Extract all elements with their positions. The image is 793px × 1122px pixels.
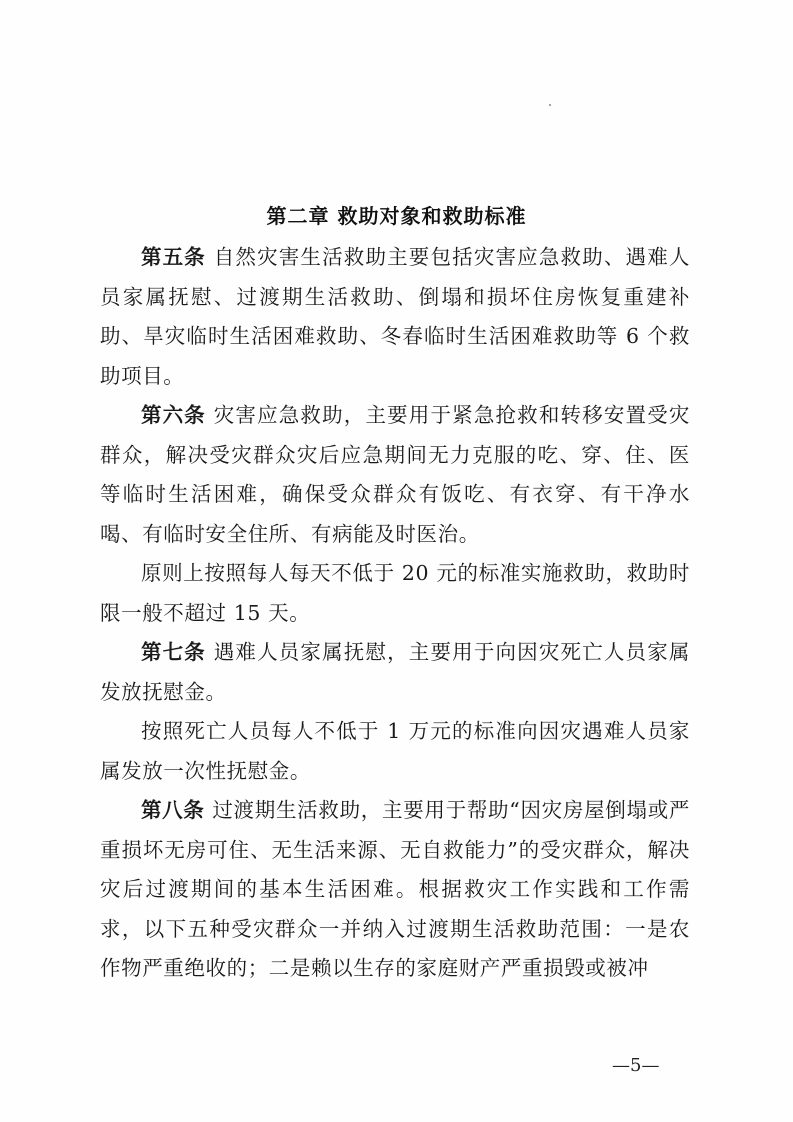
paragraph-text: 按照死亡人员每人不低于 1 万元的标准向因灾遇难人员家属发放一次性抚慰金。 [100, 719, 690, 783]
article-number: 第七条 [141, 640, 206, 664]
paragraph-article-6 [100, 396, 690, 554]
paragraph-standard-7 [100, 712, 690, 791]
article-number: 第八条 [141, 798, 205, 822]
paragraph-text: 灾害应急救助，主要用于紧急抢救和转移安置受灾群众，解决受灾群众灾后应急期间无力克服的吃、穿、住、医等临时生活困难，确保受众群众有饭吃、有衣穿、有干净水喝、有临时安全住所、有病能及时医治。 [100, 403, 691, 546]
document-body [100, 238, 690, 989]
article-number: 第六条 [141, 403, 206, 427]
article-number: 第五条 [141, 245, 206, 269]
paragraph-text: 自然灾害生活救助主要包括灾害应急救助、遇难人员家属抚慰、过渡期生活救助、倒塌和损坏住房恢复重建补助、旱灾临时生活困难救助、冬春临时生活困难救助等 6 个救助项目。 [100, 245, 691, 388]
paragraph-text: 遇难人员家属抚慰，主要用于向因灾死亡人员家属发放抚慰金。 [100, 640, 691, 704]
paragraph-article-5 [100, 238, 690, 396]
chapter-title: 第二章 救助对象和救助标准 [266, 204, 527, 228]
paragraph-article-7 [100, 633, 690, 712]
page-number: —5— [612, 1055, 660, 1076]
paragraph-article-8 [100, 791, 690, 989]
paragraph-text: 过渡期生活救助，主要用于帮助“因灾房屋倒塌或严重损坏无房可住、无生活来源、无自救能力”的受灾群众，解决灾后过渡期间的基本生活困难。根据救灾工作实践和工作需求，以下五种受灾群众一并纳入过渡期生活救助范围：一是农作物严重绝收的；二是赖以生存的家庭财产严重损毁或被冲 [100, 798, 690, 980]
paragraph-standard-6 [100, 554, 690, 633]
scan-speck [549, 104, 551, 106]
paragraph-text: 原则上按照每人每天不低于 20 元的标准实施救助，救助时限一般不超过 15 天。 [100, 561, 690, 625]
